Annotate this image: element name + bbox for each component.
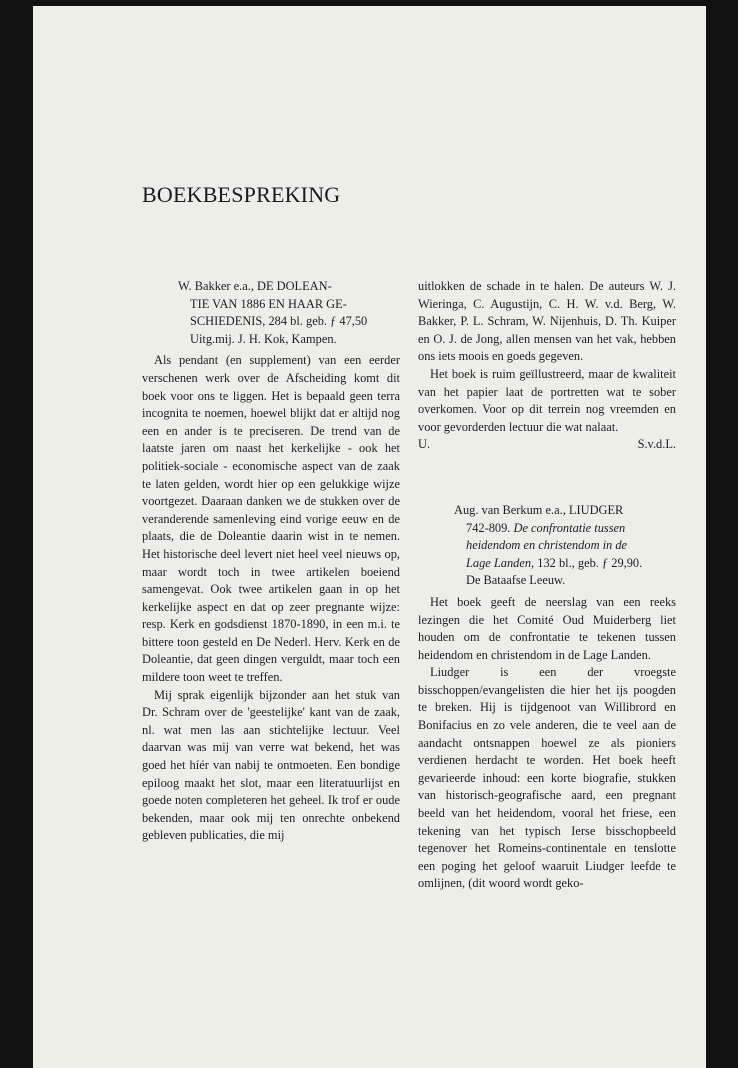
entry-line: Aug. van Berkum e.a., LIUDGER bbox=[454, 502, 624, 517]
entry-line bbox=[454, 520, 676, 538]
entry-text: 132 bl., geb. ƒ 29,90. bbox=[534, 555, 643, 570]
review1-paragraph: Als pendant (en supplement) van een eerder verschenen werk over de Afscheiding komt dit boek voor ons te liggen. Het is bepaald geen terra incognita te noemen, hoewel blijkt dat er altijd nog een en ander is te preciseren. De trend van de laatste jaren om naast het kerkelijke - ook het politiek-sociale - economische aspect van de zaak te laten gelden, wordt hier op een gelukkige wijze voortgezet. Daaraan danken we de stukken over de veranderende samenleving eind vorige eeuw en de plaats, die de Doleantie daarin wist in te nemen. Het historische deel levert niet heel veel nieuws op, maar wordt toch in twee artikelen boeiend samengevat. Ook twee artikelen gaan in op het kerkelijke aspect en dat op zeer pregnante wijze: resp. Kerk en godsdienst 1870-1890, in een m.i. te bittere toon gesteld en De Nederl. Herv. Kerk en de Doleantie, dat geen dingen verguldt, maar toch een mildere toon weet te treffen. bbox=[142, 353, 400, 685]
review2-bibliographic-entry bbox=[454, 502, 676, 590]
entry-title-italic: Lage Landen, bbox=[466, 555, 535, 570]
signature-right: S.v.d.L. bbox=[637, 437, 676, 452]
entry-line bbox=[454, 555, 676, 573]
page bbox=[33, 6, 706, 1068]
left-column bbox=[142, 278, 400, 845]
review1-paragraph: Het boek is ruim geïllustreerd, maar de kwaliteit van het papier laat de portretten wat te sober overkomen. Voor op dit terrein nog vreemden en voor gevorderden lectuur die wat nalaat. bbox=[418, 366, 676, 434]
signature-left: U. bbox=[418, 437, 431, 452]
entry-line: W. Bakker e.a., DE DOLEAN- bbox=[178, 279, 332, 293]
review1-signature bbox=[418, 436, 676, 454]
entry-line: TIE VAN 1886 EN HAAR GE- bbox=[190, 296, 347, 311]
entry-text: 742-809. bbox=[466, 520, 514, 535]
page-title: BOEKBESPREKING bbox=[142, 182, 341, 207]
review1-paragraph: Mij sprak eigenlijk bijzonder aan het stuk van Dr. Schram over de 'geestelijke' kant van de zaak, nl. wat men las aan stichtelijke lectuur. Veel daarvan was mij van verre wat bekend, het was goed het híér van nabij te ontmoeten. Een bondige epiloog maakt het slot, maar een literatuurlijst en goede noten completeren het geheel. Ik trof er oude bekenden, maar ook mij ten onrechte onbekend gebleven publicaties, die mij bbox=[142, 687, 400, 843]
section-spacer bbox=[418, 454, 676, 502]
entry-title-italic: heidendom en christendom in de bbox=[466, 538, 628, 553]
entry-line: De Bataafse Leeuw. bbox=[466, 573, 566, 588]
entry-line bbox=[454, 537, 676, 555]
entry-line: SCHIEDENIS, 284 bl. geb. ƒ 47,50 bbox=[190, 314, 368, 329]
review2-paragraph: Liudger is een der vroegste bisschoppen/evangelisten die hier het ijs poogden te breken. Hij is tijdgenoot van Willibrord en Bonifacius en zo vele anderen, die te veel aan de aandacht ontsnappen hoewel ze als pioniers verdienen herdacht te worden. Het boek heeft gevarieerde inhoud: een korte biografie, stukken van historisch-geografische aard, een pregnant beeld van het heidendom, vooral het friese, een tekening van het typisch Ierse bisschopbeeld tegenover het Romeins-continentale en tenslotte een poging het geloof waaruit Liudger leefde te omlijnen, (dit woord wordt geko- bbox=[418, 665, 676, 891]
review2-paragraph: Het boek geeft de neerslag van een reeks lezingen die het Comité Oud Muiderberg liet houden om de confrontatie te tekenen tussen heidendom en christendom in de Lage Landen. bbox=[418, 594, 676, 662]
review1-bibliographic-entry bbox=[178, 278, 400, 348]
entry-title-italic: De confrontatie tussen bbox=[513, 520, 626, 535]
entry-line: Uitg.mij. J. H. Kok, Kampen. bbox=[190, 331, 337, 346]
right-column bbox=[418, 278, 676, 893]
review1-paragraph-continued: uitlokken de schade in te halen. De auteurs W. J. Wieringa, C. Augustijn, C. H. W. v.d. Berg, W. Bakker, P. L. Schram, W. Nijenhuis, D. Th. Kuiper en O. J. de Jong, allen mensen van het vak, hebben ons iets moois en goeds gegeven. bbox=[418, 279, 676, 364]
